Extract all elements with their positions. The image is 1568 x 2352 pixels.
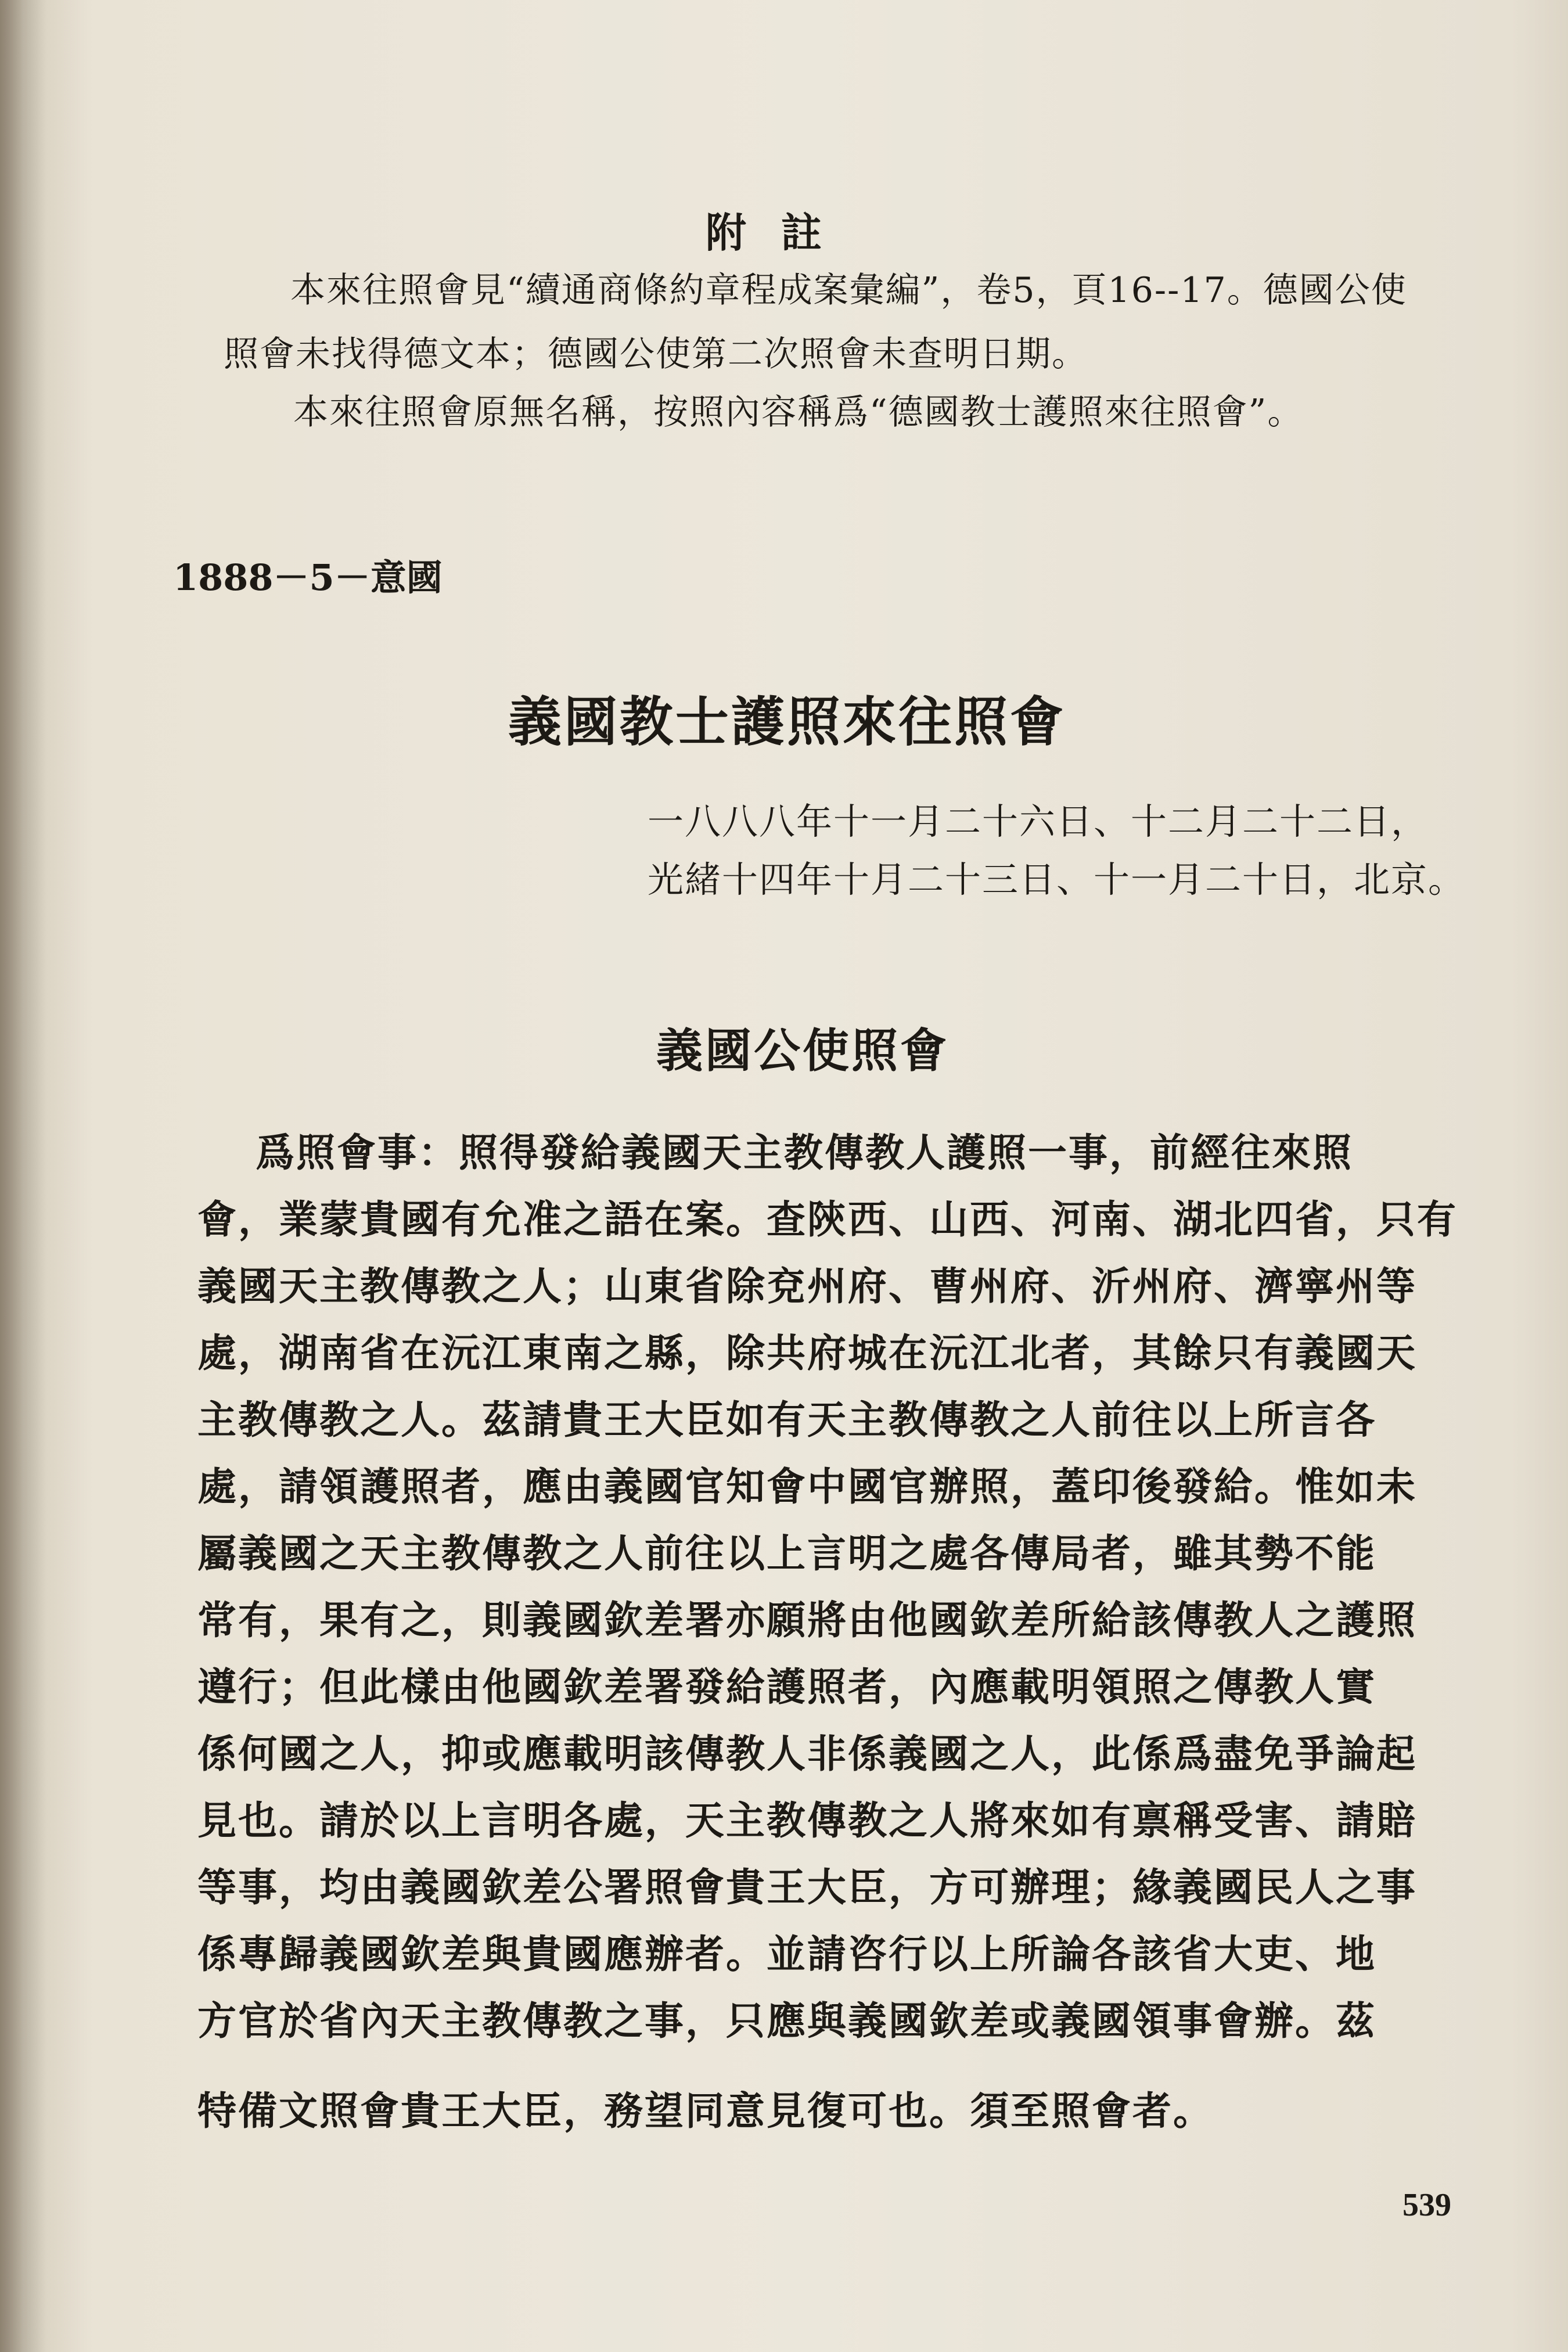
binding-gutter-shadow bbox=[0, 0, 46, 2352]
body-line-4: 處，湖南省在沅江東南之縣，除共府城在沅江北者，其餘只有義國天 bbox=[197, 1330, 1417, 1376]
section-number: 1888－5－意國 bbox=[173, 556, 443, 599]
note-heading: 附註 bbox=[706, 208, 857, 257]
page-number: 539 bbox=[1402, 2187, 1451, 2223]
document-title: 義國教士護照來往照會 bbox=[508, 691, 1066, 753]
body-line-13: 係專歸義國欽差與貴國應辦者。並請咨行以上所論各該省大吏、地 bbox=[197, 1931, 1376, 1977]
body-line-12: 等事，均由義國欽差公署照會貴王大臣，方可辦理；緣義國民人之事 bbox=[197, 1864, 1417, 1910]
body-line-5: 主教傳教之人。茲請貴王大臣如有天主教傳教之人前往以上所言各 bbox=[197, 1397, 1376, 1443]
note-line-3: 本來往照會原無名稱，按照內容稱爲“德國教士護照來往照會”。 bbox=[293, 392, 1304, 433]
body-line-6: 處，請領護照者，應由義國官知會中國官辦照，蓋印後發給。惟如未 bbox=[197, 1463, 1417, 1509]
body-line-2: 會，業蒙貴國有允准之語在案。查陝西、山西、河南、湖北四省，只有 bbox=[197, 1196, 1458, 1242]
body-line-14: 方官於省內天主教傳教之事，只應與義國欽差或義國領事會辦。茲 bbox=[197, 1998, 1376, 2044]
subtitle: 義國公使照會 bbox=[656, 1023, 949, 1078]
note-line-2: 照會未找得德文本；德國公使第二次照會未查明日期。 bbox=[224, 334, 1088, 375]
body-line-3: 義國天主教傳教之人；山東省除兗州府、曹州府、沂州府、濟寧州等 bbox=[197, 1263, 1417, 1309]
body-line-1: 爲照會事：照得發給義國天主教傳教人護照一事，前經往來照 bbox=[256, 1130, 1353, 1175]
body-line-10: 係何國之人，抑或應載明該傳教人非係義國之人，此係爲盡免爭論起 bbox=[197, 1731, 1417, 1776]
date-line-1: 一八八八年十一月二十六日、十二月二十二日， bbox=[648, 800, 1429, 843]
body-line-15: 特備文照會貴王大臣，務望同意見復可也。須至照會者。 bbox=[197, 2088, 1214, 2134]
note-line-1: 本來往照會見“續通商條約章程成案彙編”，卷5，頁16--17。德國公使 bbox=[290, 270, 1407, 311]
body-line-11: 見也。請於以上言明各處，天主教傳教之人將來如有禀稱受害、請賠 bbox=[197, 1797, 1417, 1843]
body-line-9: 遵行；但此樣由他國欽差署發給護照者，內應載明領照之傳教人實 bbox=[197, 1664, 1376, 1710]
body-line-8: 常有，果有之，則義國欽差署亦願將由他國欽差所給該傳教人之護照 bbox=[197, 1597, 1417, 1643]
body-line-7: 屬義國之天主教傳教之人前往以上言明之處各傳局者，雖其勢不能 bbox=[197, 1530, 1376, 1576]
date-line-2: 光緒十四年十月二十三日、十一月二十日，北京。 bbox=[648, 858, 1466, 901]
